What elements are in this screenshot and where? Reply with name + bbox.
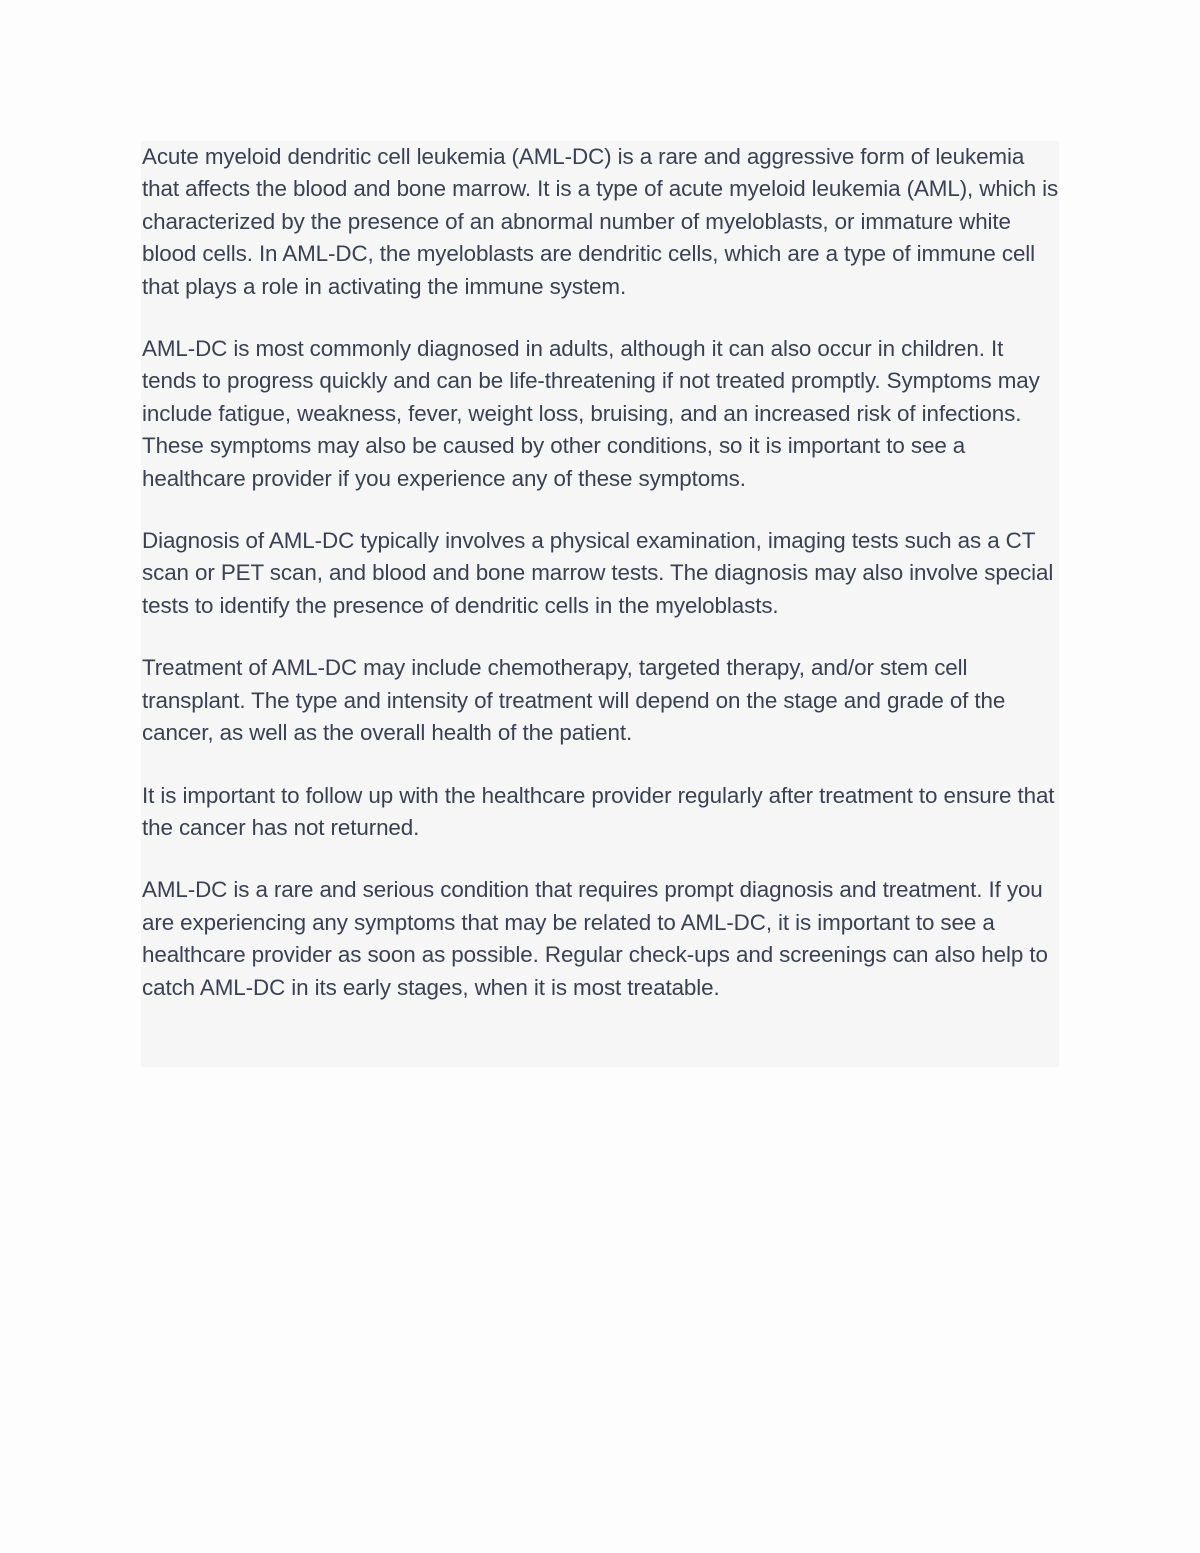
paragraph-intro: Acute myeloid dendritic cell leukemia (AML-DC) is a rare and aggressive form of leukemia that affects the blood and bone marrow. It is a type of acute myeloid leukemia (AML), which is characterized by the presence of an abnormal number of myeloblasts, or immature white blood cells. In AML-DC, the myeloblasts are dendritic cells, which are a type of immune cell that plays a role in activating the immune system.: [142, 144, 1059, 299]
paragraph-follow-up: It is important to follow up with the healthcare provider regularly after treatment to ensure that the cancer has not returned.: [142, 782, 1055, 840]
paragraph-treatment: Treatment of AML-DC may include chemotherapy, targeted therapy, and/or stem cell transplant. The type and intensity of treatment will depend on the stage and grade of the cancer, as well as the overall health of the patient.: [142, 655, 1006, 746]
paragraph-diagnosis: Diagnosis of AML-DC typically involves a physical examination, imaging tests such as a CT scan or PET scan, and blood and bone marrow tests. The diagnosis may also involve special tests to identify the presence of dendritic cells in the myeloblasts.: [142, 528, 1054, 618]
paragraph-conclusion: AML-DC is a rare and serious condition that requires prompt diagnosis and treatment. If you are experiencing any symptoms that may be related to AML-DC, it is important to see a healthcare provider as soon as possible. Regular check-ups and screenings can also help to catch AML-DC in its early stages, when it is most treatable.: [142, 877, 1048, 1000]
paragraph-symptoms: AML-DC is most commonly diagnosed in adults, although it can also occur in children. It tends to progress quickly and can be life-threatening if not treated promptly. Symptoms may include fatigue, weakness, fever, weight loss, bruising, and an increased risk of infections. These symptoms may also be caused by other conditions, so it is important to see a healthcare provider if you experience any of these symptoms.: [142, 336, 1040, 491]
text-block: [141, 141, 1059, 1067]
